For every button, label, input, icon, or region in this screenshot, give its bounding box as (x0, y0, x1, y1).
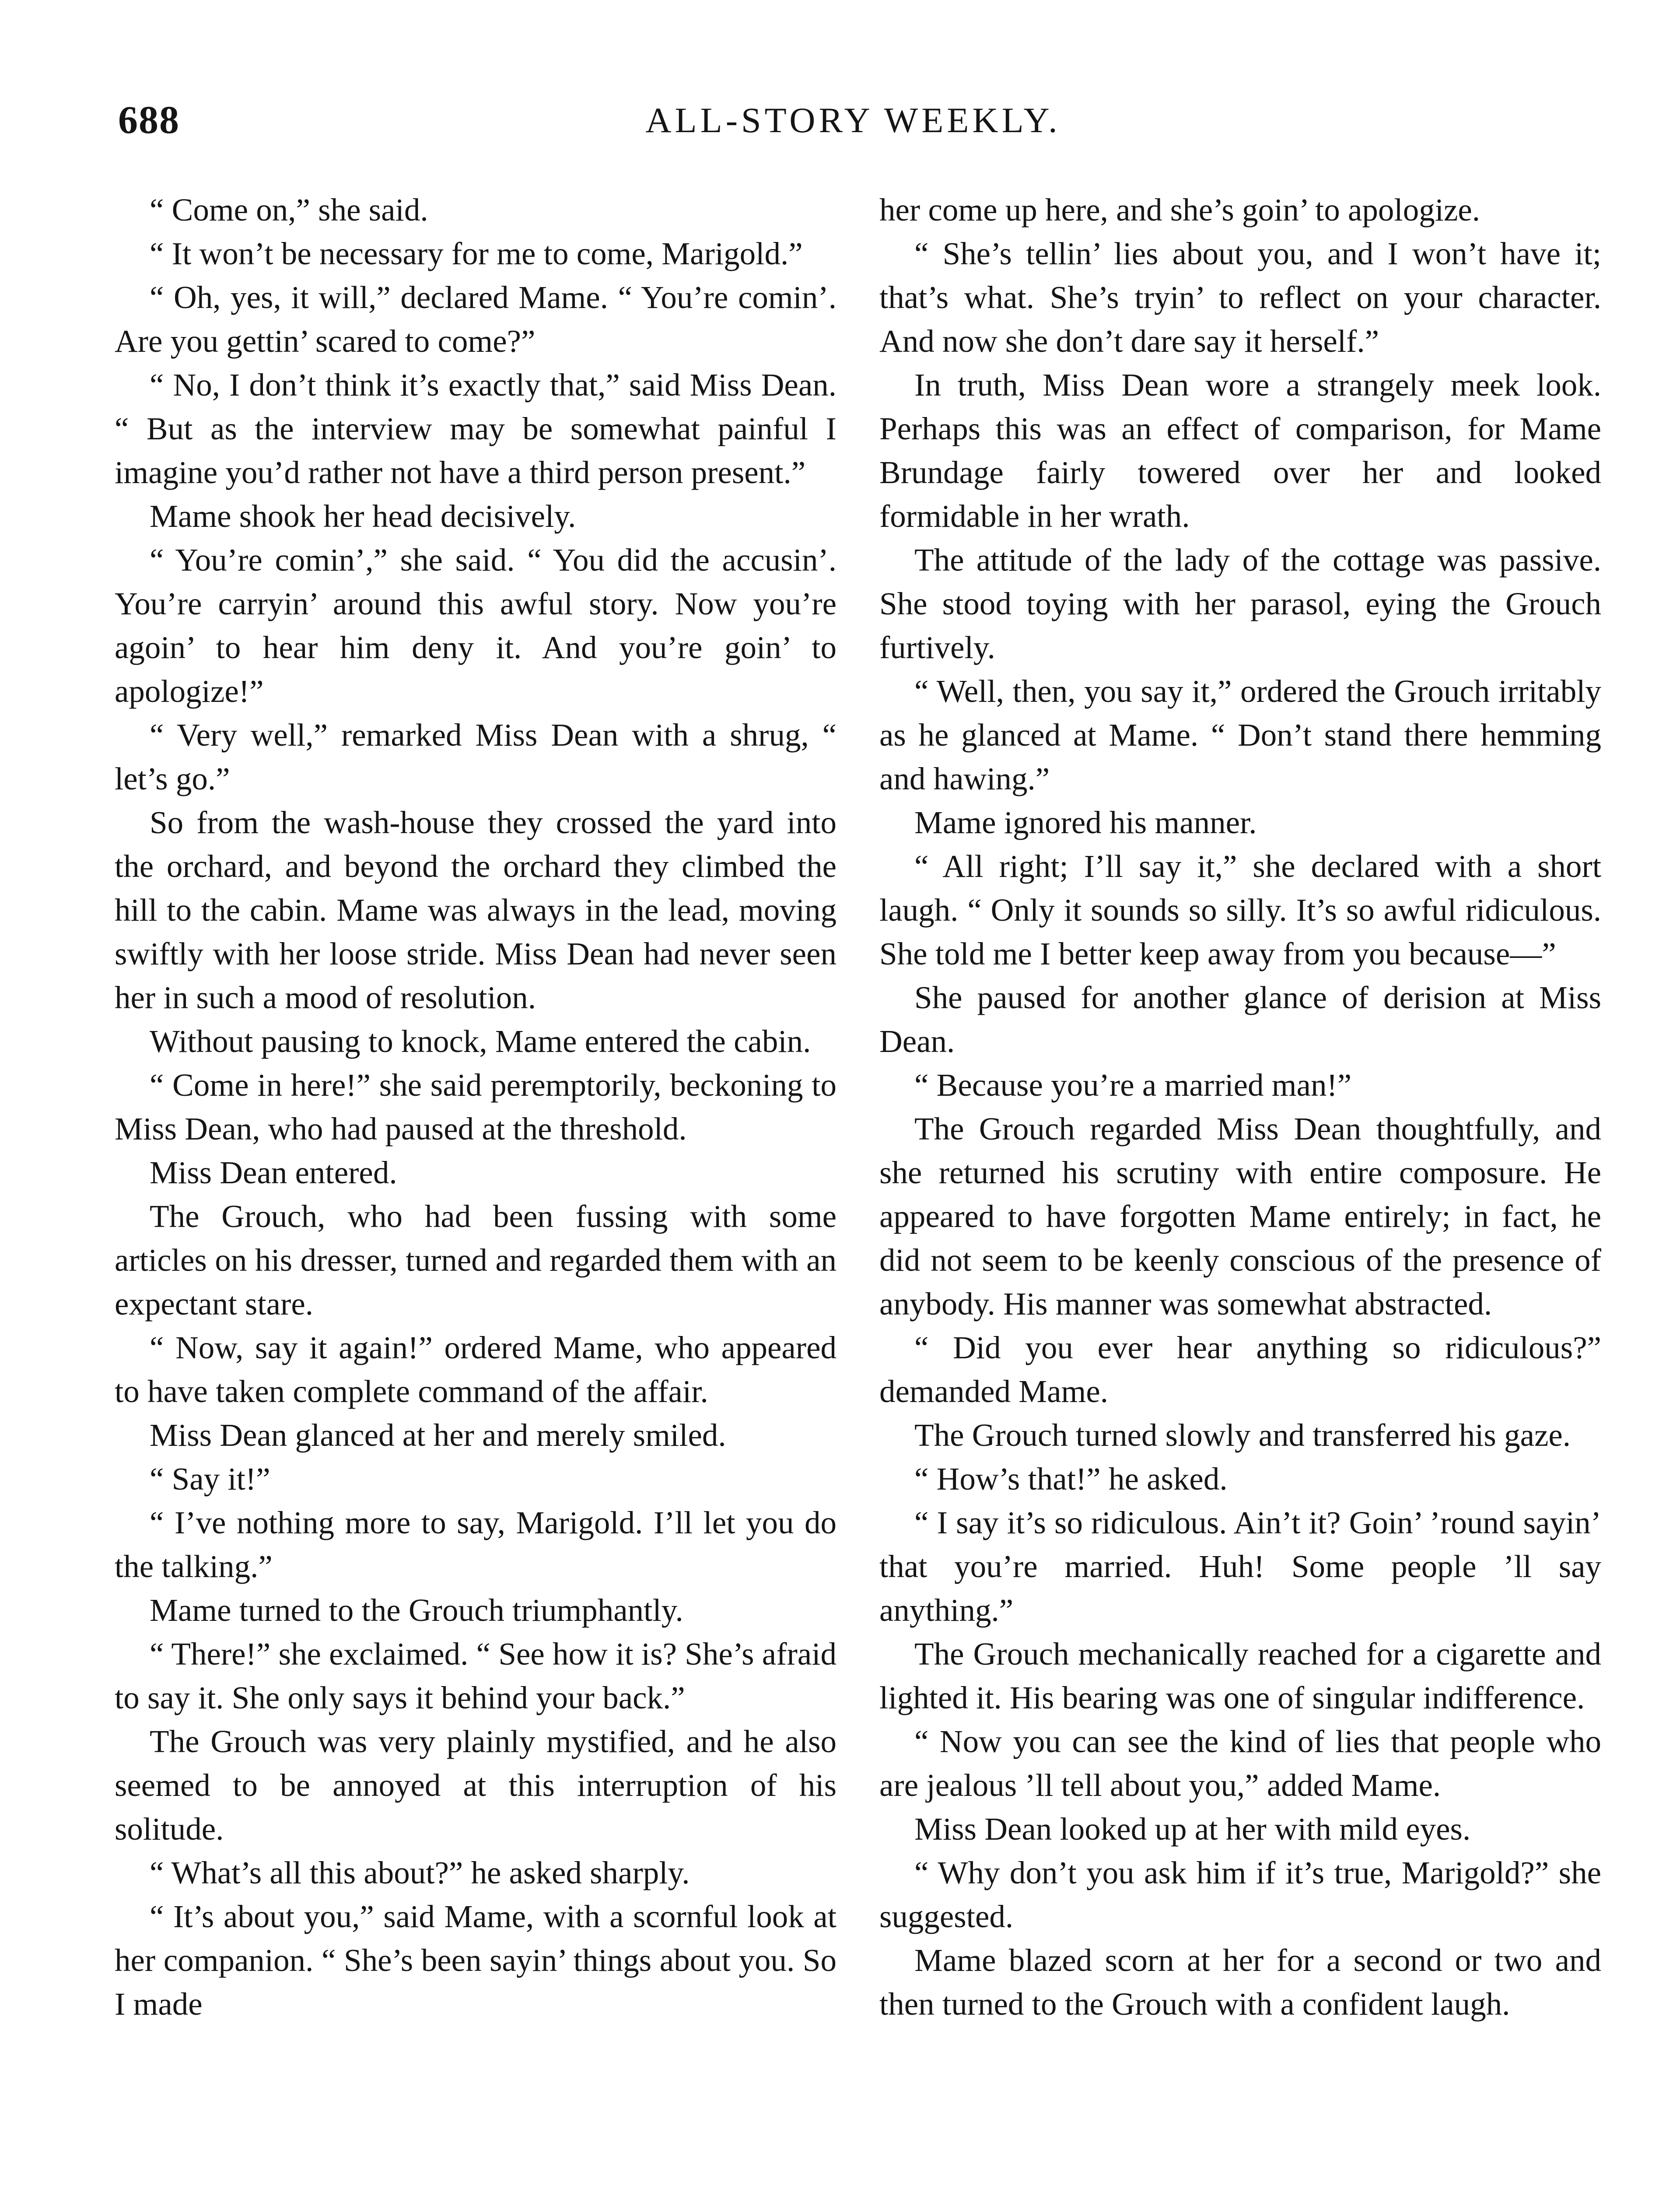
paragraph: “ Oh, yes, it will,” declared Mame. “ You’re comin’. Are you gettin’ scared to come?” (115, 280, 836, 359)
paragraph: “ What’s all this about?” he asked sharply. (150, 1855, 690, 1890)
paragraph: The Grouch was very plainly mystified, and he also seemed to be annoyed at this interruption of his solitude. (115, 1724, 836, 1847)
paragraph: “ How’s that!” he asked. (914, 1461, 1228, 1497)
paragraph: So from the wash-house they crossed the yard into the orchard, and beyond the orchard they climbed the hill to the cabin. Mame was always in the lead, moving swiftly with her loose stride. Miss Dean had never seen her in such a mood of resolution. (115, 805, 836, 1015)
paragraph: “ All right; I’ll say it,” she declared with a short laugh. “ Only it sounds so silly. It’s so awful ridiculous. She told me I better keep away from you because—” (879, 849, 1601, 971)
paragraph: The Grouch turned slowly and transferred his gaze. (914, 1417, 1571, 1453)
paragraph: Miss Dean glanced at her and merely smiled. (150, 1417, 726, 1453)
paragraph: Mame shook her head decisively. (150, 498, 576, 534)
paragraph: “ There!” she exclaimed. “ See how it is? She’s afraid to say it. She only says it behind your back.” (115, 1636, 836, 1715)
paragraph: “ Because you’re a married man!” (914, 1067, 1352, 1103)
right-text-column (879, 188, 1601, 2026)
paragraph: The Grouch, who had been fussing with some articles on his dresser, turned and regarded them with an expectant stare. (115, 1199, 836, 1322)
paragraph: Mame blazed scorn at her for a second or two and then turned to the Grouch with a confident laugh. (879, 1943, 1601, 2022)
paragraph: “ I say it’s so ridiculous. Ain’t it? Goin’ ’round sayin’ that you’re married. Huh! Some people ’ll say anything.” (879, 1505, 1601, 1628)
paragraph: “ Say it!” (150, 1461, 270, 1497)
paragraph: “ Now, say it again!” ordered Mame, who appeared to have taken complete command of the affair. (115, 1330, 836, 1409)
paragraph: “ You’re comin’,” she said. “ You did the accusin’. You’re carryin’ around this awful story. Now you’re agoin’ to hear him deny it. And you’re goin’ to apologize!” (115, 542, 836, 709)
paragraph: “ She’s tellin’ lies about you, and I won’t have it; that’s what. She’s tryin’ to reflect on your character. And now she don’t dare say it herself.” (879, 236, 1601, 359)
paragraph: Mame turned to the Grouch triumphantly. (150, 1592, 683, 1628)
paragraph: The Grouch mechanically reached for a cigarette and lighted it. His bearing was one of singular indifference. (879, 1636, 1601, 1715)
left-text-column (115, 188, 836, 2026)
page-header (118, 94, 1588, 147)
paragraph: “ I’ve nothing more to say, Marigold. I’ll let you do the talking.” (115, 1505, 836, 1584)
paragraph: Miss Dean looked up at her with mild eyes. (914, 1811, 1471, 1847)
paragraph: “ It won’t be necessary for me to come, Marigold.” (150, 236, 803, 271)
paragraph: “ It’s about you,” said Mame, with a scornful look at her companion. “ She’s been sayin’ things about you. So I made (115, 1899, 836, 2022)
page-number: 688 (118, 98, 180, 142)
paragraph: Without pausing to knock, Mame entered the cabin. (150, 1024, 811, 1059)
paragraph: The Grouch regarded Miss Dean thoughtfully, and she returned his scrutiny with entire composure. He appeared to have forgotten Mame entirely; in fact, he did not seem to be keenly conscious of the presence of anybody. His manner was somewhat abstracted. (879, 1111, 1601, 1322)
paragraph: “ Very well,” remarked Miss Dean with a shrug, “ let’s go.” (115, 717, 836, 796)
paragraph: “ No, I don’t think it’s exactly that,” said Miss Dean. “ But as the interview may be somewhat painful I imagine you’d rather not have a third person present.” (115, 367, 836, 490)
paragraph: “ Well, then, you say it,” ordered the Grouch irritably as he glanced at Mame. “ Don’t stand there hemming and hawing.” (879, 673, 1601, 796)
running-title: ALL-STORY WEEKLY. (645, 100, 1061, 140)
paragraph: “ Come on,” she said. (150, 192, 428, 228)
paragraph: In truth, Miss Dean wore a strangely meek look. Perhaps this was an effect of comparison, for Mame Brundage fairly towered over her and looked formidable in her wrath. (879, 367, 1601, 534)
paragraph: “ Come in here!” she said peremptorily, beckoning to Miss Dean, who had paused at the threshold. (115, 1067, 836, 1147)
paragraph: “ Did you ever hear anything so ridiculous?” demanded Mame. (879, 1330, 1601, 1409)
paragraph: “ Now you can see the kind of lies that people who are jealous ’ll tell about you,” added Mame. (879, 1724, 1601, 1803)
continued-paragraph: her come up here, and she’s goin’ to apologize. (879, 192, 1480, 228)
paragraph: The attitude of the lady of the cottage was passive. She stood toying with her parasol, eying the Grouch furtively. (879, 542, 1601, 665)
paragraph: Miss Dean entered. (150, 1155, 397, 1190)
paragraph: She paused for another glance of derision at Miss Dean. (879, 980, 1601, 1059)
paragraph: “ Why don’t you ask him if it’s true, Marigold?” she suggested. (879, 1855, 1601, 1934)
paragraph: Mame ignored his manner. (914, 805, 1257, 840)
